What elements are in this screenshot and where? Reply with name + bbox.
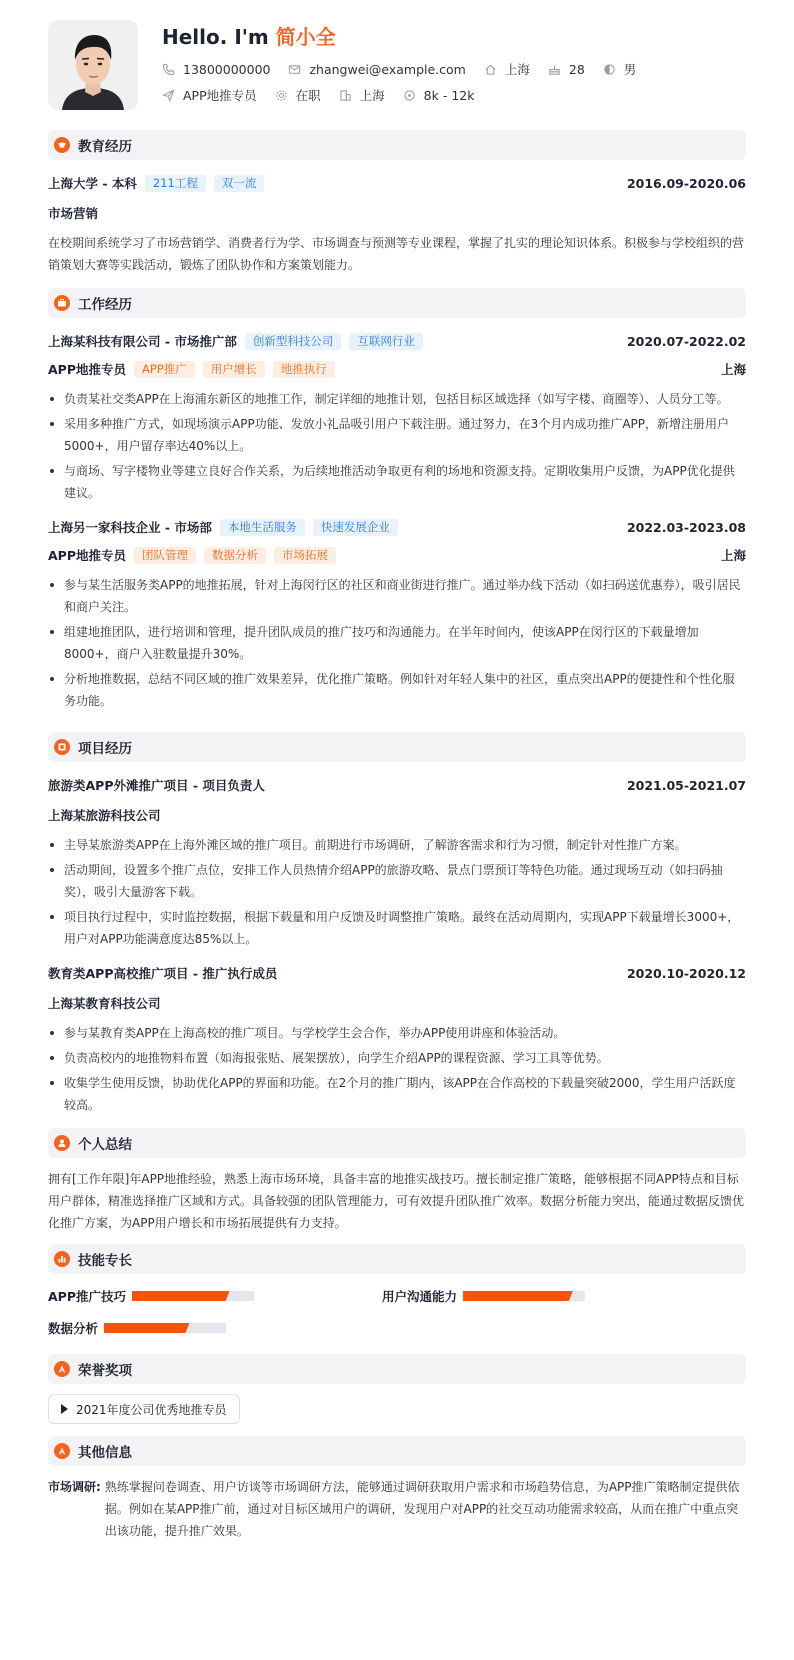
education-entry [48,170,746,276]
list-item: 主导某旅游类APP在上海外滩区域的推广项目。前期进行市场调研，了解游客需求和行为习惯，制定针对性推广方案。 [48,834,746,856]
work-date: 2020.07-2022.02 [626,333,746,349]
graduation-cap-icon [54,137,70,153]
section-projects [48,732,746,762]
salary-item [403,88,475,103]
role-row [48,542,746,568]
status-item [275,86,321,104]
list-item: 负责某社交类APP在上海浦东新区的地推工作，制定详细的地推计划，包括目标区域选择（如写字楼、商圈等）、人员分工等。 [48,388,746,410]
award-icon [54,1361,70,1377]
project-header [48,772,746,798]
project-org: 上海某教育科技公司 [48,996,161,1011]
project-date: 2020.10-2020.12 [626,965,746,981]
phone-text: 13800000000 [183,61,271,77]
education-tag: 211工程 [145,175,206,192]
email-text: zhangwei@example.com [309,61,466,77]
company-tag: 创新型科技公司 [245,333,342,350]
section-title: 技能专长 [78,1253,132,1269]
info-icon [54,1443,70,1459]
education-tag: 双一流 [214,175,265,192]
contact-row [162,56,654,82]
job-text: APP地推专员 [183,88,257,103]
company-name: 上海另一家科技企业 - 市场部 [48,520,212,535]
gender-icon [603,63,616,76]
summary-text: 拥有[工作年限]年APP地推经验，熟悉上海市场环境，具备丰富的地推实战技巧。擅长制定推广策略，能够根据不同APP特点和目标用户群体，精准选择推广区域和方式。具备较强的团队管理能力，可有效提升团队推广效率。数据分析能力突出，能通过数据反馈优化推广方案，为APP用户增长和市场拓展提供有力支持。 [48,1172,745,1230]
work-header [48,328,746,354]
skill-item [48,1280,382,1312]
section-title: 荣誉奖项 [78,1363,132,1379]
skill-bar [132,1291,254,1301]
other-value: 熟练掌握问卷调查、用户访谈等市场调研方法，能够通过调研获取用户需求和市场趋势信息，为APP推广策略制定提供依据。例如在某APP推广前，通过对目标区域用户的调研，发现用户对APP的社交互动功能需求较高，从而在推广中重点突出该功能，提升推广效果。 [104,1480,740,1538]
company-tag: 快速发展企业 [313,519,398,536]
skill-item [382,1280,716,1312]
section-education [48,130,746,160]
role-name: APP地推专员 [48,362,126,377]
salary-text: 8k - 12k [423,87,475,103]
project-org: 上海某旅游科技公司 [48,808,161,823]
education-description: 在校期间系统学习了市场营销学、消费者行为学、市场调查与预测等专业课程，掌握了扎实的理论知识体系。积极参与学校组织的营销策划大赛等实践活动，锻炼了团队协作和方案策划能力。 [48,236,745,272]
bar-chart-icon [54,1251,70,1267]
major-name: 市场营销 [48,206,99,221]
list-item: 与商场、写字楼物业等建立良好合作关系，为后续地推活动争取更有利的场地和资源支持。定期收集用户反馈，为APP优化提供建议。 [48,460,746,504]
header-info [162,20,654,108]
section-title: 项目经历 [78,741,132,757]
list-item: 组建地推团队，进行培训和管理，提升团队成员的推广技巧和沟通能力。在半年时间内，使该APP在闵行区的下载量增加8000+，商户入驻数量提升30%。 [48,621,746,665]
resume-header [48,20,746,118]
briefcase-icon [54,295,70,311]
user-icon [54,1135,70,1151]
work-header [48,514,746,540]
city-text: 上海 [504,62,530,77]
section-summary [48,1128,746,1158]
project-bullets [48,1022,746,1116]
skill-bar [463,1291,585,1301]
candidate-name: 简小全 [275,25,336,49]
list-item: 活动期间，设置多个推广点位，安排工作人员热情介绍APP的旅游攻略、景点门票预订等特色功能。通过现场互动（如扫码抽奖），吸引大量游客下载。 [48,859,746,903]
work-bullets [48,574,746,712]
target-city-text: 上海 [359,88,385,103]
mail-icon [288,63,301,76]
list-item: 收集学生使用反馈，协助优化APP的界面和功能。在2个月的推广期内，该APP在合作高校的下载量突破2000，学生用户活跃度较高。 [48,1072,746,1116]
project-bullets [48,834,746,950]
work-entry [48,328,746,504]
company-name: 上海某科技有限公司 - 市场推广部 [48,334,237,349]
cake-icon [548,63,561,76]
gender-text: 男 [623,62,637,77]
project-title: 教育类APP高校推广项目 - 推广执行成员 [48,966,278,981]
salary-icon [403,89,416,102]
list-item: 负责高校内的地推物料布置（如海报张贴、展架摆放），向学生介绍APP的课程资源、学习工具等优势。 [48,1047,746,1069]
honor-text: 2021年度公司优秀地推专员 [76,1402,227,1417]
target-city-item [339,86,385,104]
building-icon [339,89,352,102]
skill-name: 数据分析 [48,1321,99,1336]
work-entry [48,514,746,712]
project-entry [48,772,746,950]
age-text: 28 [568,61,585,77]
project-date: 2021.05-2021.07 [626,777,746,793]
skill-tag: 市场拓展 [274,547,336,564]
skills-list [48,1280,746,1344]
list-item: 项目执行过程中，实时监控数据，根据下载量和用户反馈及时调整推广策略。最终在活动周期内，实现APP下载量增长3000+，用户对APP功能满意度达85%以上。 [48,906,746,950]
page-title [162,22,654,52]
project-header [48,960,746,986]
skill-bar-fill [104,1323,189,1333]
skill-item [48,1312,382,1344]
list-item: 采用多种推广方式，如现场演示APP功能、发放小礼品吸引用户下载注册。通过努力，在3个月内成功推广APP，新增注册用户5000+，用户留存率达40%以上。 [48,413,746,457]
skill-bar [104,1323,226,1333]
project-title: 旅游类APP外滩推广项目 - 项目负责人 [48,778,265,793]
section-other [48,1436,746,1466]
hello-text: Hello. I'm [162,25,276,49]
role-name: APP地推专员 [48,548,126,563]
skill-name: APP推广技巧 [48,1289,126,1304]
avatar [48,20,138,110]
section-title: 教育经历 [78,139,132,155]
list-item: 参与某教育类APP在上海高校的推广项目。与学校学生会合作，举办APP使用讲座和体验活动。 [48,1022,746,1044]
phone-item [162,62,270,77]
home-icon [484,63,497,76]
job-item [162,86,257,104]
send-icon [162,89,175,102]
skill-tag: 用户增长 [203,361,265,378]
job-row [162,82,654,108]
skill-name: 用户沟通能力 [382,1289,458,1304]
work-bullets [48,388,746,504]
section-skills [48,1244,746,1274]
section-title: 工作经历 [78,297,132,313]
project-icon [54,739,70,755]
skill-bar-fill [463,1291,573,1301]
project-entry [48,960,746,1116]
section-title: 个人总结 [78,1137,132,1153]
age-item [548,62,585,77]
phone-icon [162,63,175,76]
list-item: 分析地推数据，总结不同区域的推广效果差异，优化推广策略。例如针对年轻人集中的社区，重点突出APP的便捷性和个性化服务功能。 [48,668,746,712]
skill-tag: 数据分析 [204,547,266,564]
work-date: 2022.03-2023.08 [626,519,746,535]
status-text: 在职 [295,88,321,103]
other-key: 市场调研: [48,1480,101,1494]
play-icon [61,1404,68,1414]
skill-tag: 地推执行 [273,361,335,378]
project-org-row [48,802,746,828]
company-tag: 本地生活服务 [220,519,305,536]
skill-tag: 团队管理 [134,547,196,564]
work-city: 上海 [720,548,746,563]
list-item: 参与某生活服务类APP的地推拓展，针对上海闵行区的社区和商业街进行推广。通过举办线下活动（如扫码送优惠券），吸引居民和商户关注。 [48,574,746,618]
other-item [48,1476,746,1542]
gender-item [603,60,637,78]
section-honors [48,1354,746,1384]
education-date: 2016.09-2020.06 [626,175,746,191]
honor-item [48,1394,240,1424]
settings-icon [275,89,288,102]
company-tag: 互联网行业 [349,333,423,350]
section-work [48,288,746,318]
major-row [48,200,746,226]
work-city: 上海 [720,362,746,377]
skill-tag: APP推广 [134,361,195,378]
role-row [48,356,746,382]
city-item [484,60,530,78]
school-name: 上海大学 - 本科 [48,176,137,191]
project-org-row [48,990,746,1016]
section-title: 其他信息 [78,1445,132,1461]
email-item [288,62,465,77]
education-header [48,170,746,196]
skill-bar-fill [132,1291,230,1301]
